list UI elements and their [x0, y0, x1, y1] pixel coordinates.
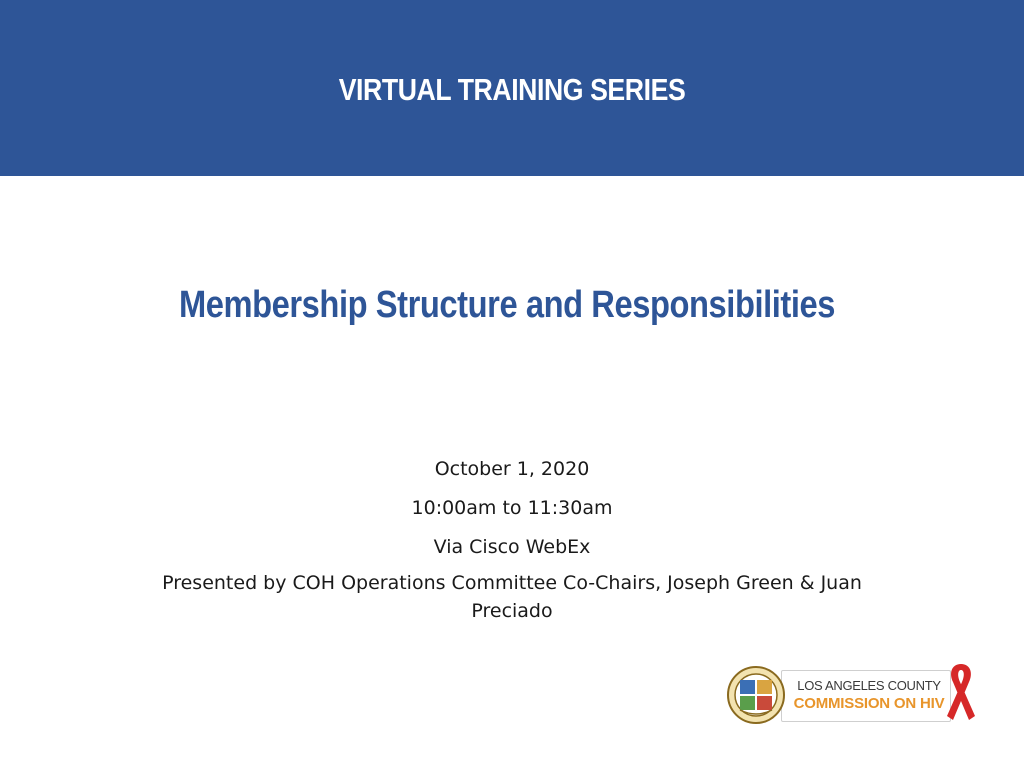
series-title: VIRTUAL TRAINING SERIES: [338, 72, 686, 107]
slide-title: Membership Structure and Responsibilities: [178, 284, 836, 326]
red-ribbon-icon: [941, 660, 981, 734]
county-seal-icon: [727, 666, 785, 724]
logo-commission-text: COMMISSION ON HIV: [793, 695, 945, 712]
event-details: [112, 452, 912, 625]
header-band: [0, 0, 1024, 176]
commission-logo: [727, 664, 983, 734]
event-date: October 1, 2020: [434, 458, 590, 480]
logo-county-text: LOS ANGELES COUNTY: [797, 678, 941, 693]
event-presenter: Presented by COH Operations Committee Co-Chairs, Joseph Green & Juan Preciado: [162, 572, 862, 622]
event-time: 10:00am to 11:30am: [411, 497, 613, 519]
event-venue: Via Cisco WebEx: [433, 536, 591, 558]
